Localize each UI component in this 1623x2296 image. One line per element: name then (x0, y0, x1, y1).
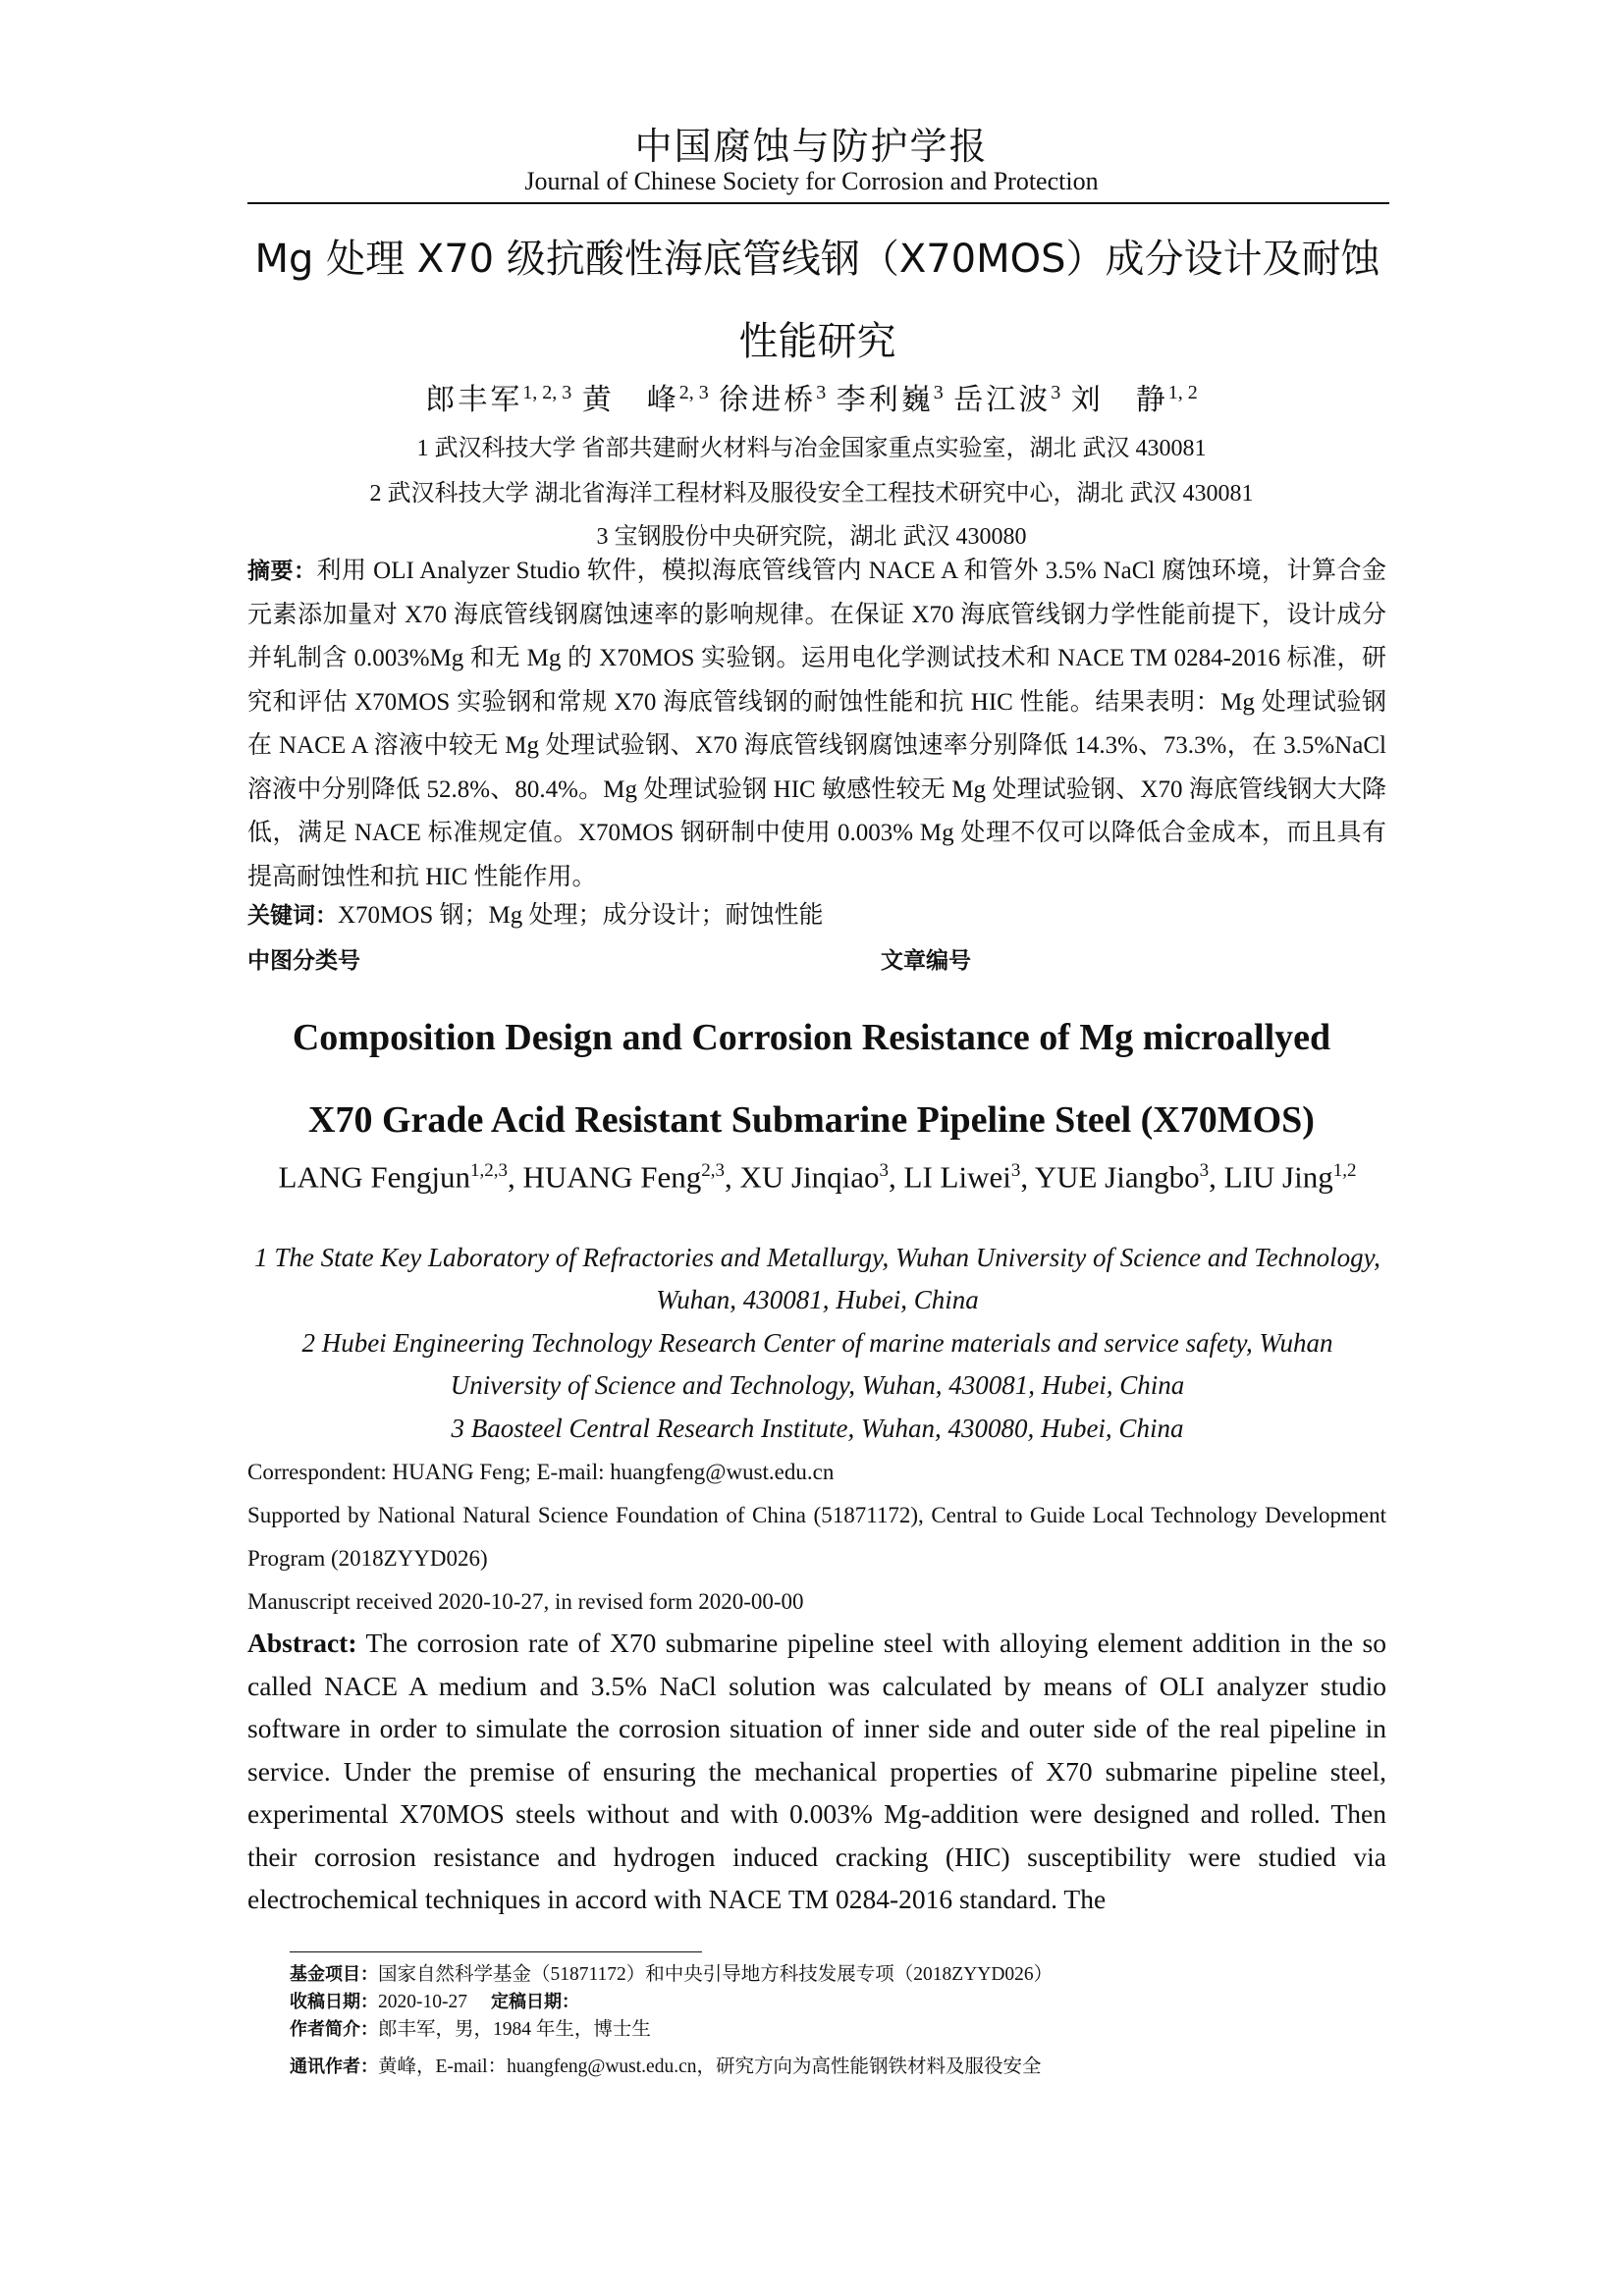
author-affil-sup: 1, 2 (1167, 382, 1198, 403)
author-affil-sup: 3 (933, 382, 944, 403)
manuscript-dates: Manuscript received 2020-10-27, in revised form 2020-00-00 (247, 1589, 804, 1614)
author-list-cn (0, 375, 1623, 418)
keywords-cn-label: 关键词： (247, 903, 338, 929)
footnote-fund-label: 基金项目： (290, 1964, 378, 1985)
funding-statement: Supported by National Natural Science Foundation of China (51871172), Central to Guide Local Technology Development Program (2018ZYYD026) (247, 1503, 1386, 1571)
footnote-author (290, 2016, 1389, 2044)
author-affil-sup: 3 (879, 1160, 890, 1181)
abstract-en-text: The corrosion rate of X70 submarine pipeline steel with alloying element addition in the so called NACE A medium and 3.5% NaCl solution was calculated by means of OLI analyzer studio software in order to simulate the corrosion situation of inner side and outer side of the real pipeline in service. Under the premise of ensuring the mechanical properties of X70 submarine pipeline steel, experimental X70MOS steels without and with 0.003% Mg-addition were designed and rolled. Then their corrosion resistance and hydrogen induced cracking (HIC) susceptibility were studied via electrochemical techniques in accord with NACE TM 0284-2016 standard. The (247, 1628, 1386, 1914)
journal-name-en: Journal of Chinese Society for Corrosion and Protection (524, 167, 1099, 195)
clc-label: 中图分类号 (247, 948, 360, 974)
author-cn: 郎丰军 (425, 384, 523, 416)
author-en: XU Jinqiao (739, 1159, 880, 1195)
author-cn: 黄 峰 (581, 384, 679, 416)
footnote-author-text: 郎丰军，男，1984 年生，博士生 (378, 2019, 651, 2040)
author-cn: 徐进桥 (719, 384, 817, 416)
author-affil-sup: 1,2,3 (470, 1160, 509, 1181)
footnote-contact-label: 通讯作者： (290, 2056, 378, 2077)
footnote-dates (290, 1989, 1389, 2016)
author-en: LI Liwei (903, 1159, 1011, 1195)
abstract-cn-label: 摘要： (247, 559, 317, 584)
journal-name-cn: 中国腐蚀与防护学报 (634, 127, 989, 168)
affiliation-cn-2: 2 武汉科技大学 湖北省海洋工程材料及服役安全工程技术研究中心，湖北 武汉 430081 (369, 481, 1254, 507)
author-affil-sup: 2, 3 (678, 382, 709, 403)
author-affil-sup: 3 (1051, 382, 1061, 403)
footnote-received-text: 2020-10-27 (378, 1992, 467, 2012)
correspondent: Correspondent: HUANG Feng; E-mail: huangfeng@wust.edu.cn (247, 1460, 835, 1484)
author-list-en: LANG Fengjun$^{1,2,3}$, HUANG Feng$^{2,3}$, XU Jinqiao$^3$, LI Liwei$^3$, YUE Jiangbo$^3$, LIU Jing$^{1,2}$ (278, 1159, 1357, 1195)
classification-row (247, 942, 1386, 975)
author-affil-sup: 3 (1199, 1160, 1210, 1181)
footnote-accepted-label: 定稿日期： (491, 1992, 579, 2012)
paper-title-en-text: Composition Design and Corrosion Resistance of Mg microallyed X70 Grade Acid Resistant Submarine Pipeline Steel (X70MOS) (292, 1017, 1331, 1141)
footnote-contact (290, 2054, 1389, 2081)
author-affil-sup: 3 (816, 382, 827, 403)
footnote-contact-text: 黄峰，E-mail：huangfeng@wust.edu.cn，研究方向为高性能钢铁材料及服役安全 (378, 2056, 1042, 2077)
paper-title-en (0, 996, 1623, 1161)
abstract-cn-text: 利用 OLI Analyzer Studio 软件，模拟海底管线管内 NACE A 和管外 3.5% NaCl 腐蚀环境，计算合金元素添加量对 X70 海底管线钢腐蚀速率的影响规律。在保证 X70 海底管线钢力学性能前提下，设计成分并轧制含 0.003%Mg 和无 Mg 的 X70MOS 实验钢。运用电化学测试技术和 NACE TM 0284-2016 标准，研究和评估 X70MOS 实验钢和常规 X70 海底管线钢的耐蚀性能和抗 HIC 性能。结果表明：Mg 处理试验钢在 NACE A 溶液中较无 Mg 处理试验钢、X70 海底管线钢腐蚀速率分别降低 14.3%、73.3%，在 3.5%NaCl 溶液中分别降低 52.8%、80.4%。Mg 处理试验钢 HIC 敏感性较无 Mg 处理试验钢、X70 海底管线钢大大降低，满足 NACE 标准规定值。X70MOS 钢研制中使用 0.003% Mg 处理不仅可以降低合金成本，而且具有提高耐蚀性和抗 HIC 性能作用。 (247, 558, 1386, 890)
footnote-fund-text: 国家自然科学基金（51871172）和中央引导地方科技发展专项（2018ZYYD026） (378, 1964, 1054, 1985)
author-affil-sup: 1,2 (1332, 1160, 1357, 1181)
footnote-received-label: 收稿日期： (290, 1992, 378, 2012)
author-affil-sup: 2,3 (701, 1160, 725, 1181)
affiliation-en-2: 2 Hubei Engineering Technology Research Center of marine materials and service safety, Wuhan University of Science and Technology, Wuhan, 430081, Hubei, China (301, 1328, 1333, 1400)
footnote-divider (290, 1951, 702, 1952)
author-cn: 李利巍 (836, 384, 934, 416)
footnote-author-label: 作者简介： (290, 2019, 378, 2040)
article-number-label: 文章编号 (881, 948, 971, 974)
author-en: LIU Jing (1223, 1159, 1333, 1195)
affiliation-en-1: 1 The State Key Laboratory of Refractories and Metallurgy, Wuhan University of Science and Technology, Wuhan, 430081, Hubei, China (254, 1243, 1380, 1314)
footnote-fund (290, 1961, 1389, 1989)
author-affil-sup: 1, 2, 3 (522, 382, 572, 403)
abstract-cn (247, 550, 1386, 899)
author-en: YUE Jiangbo (1034, 1159, 1200, 1195)
author-cn: 刘 静 (1070, 384, 1168, 416)
header-divider (247, 202, 1389, 204)
keywords-cn-text: X70MOS 钢；Mg 处理；成分设计；耐蚀性能 (338, 902, 824, 929)
paper-title-cn: Mg 处理 X70 级抗酸性海底管线钢（X70MOS）成分设计及耐蚀性能研究 (254, 237, 1380, 364)
keywords-cn (247, 895, 823, 931)
author-en: LANG Fengjun (278, 1159, 471, 1195)
author-en: HUANG Feng (522, 1159, 702, 1195)
affiliation-cn-1: 1 武汉科技大学 省部共建耐火材料与冶金国家重点实验室，湖北 武汉 430081 (416, 436, 1207, 461)
author-affil-sup: 3 (1010, 1160, 1021, 1181)
abstract-en (247, 1622, 1386, 1921)
author-cn: 岳江波 (953, 384, 1052, 416)
affiliation-cn-3: 3 宝钢股份中央研究院，湖北 武汉 430080 (596, 524, 1027, 550)
abstract-en-label: Abstract: (247, 1628, 357, 1658)
affiliation-en-3: 3 Baosteel Central Research Institute, Wuhan, 430080, Hubei, China (451, 1414, 1184, 1443)
